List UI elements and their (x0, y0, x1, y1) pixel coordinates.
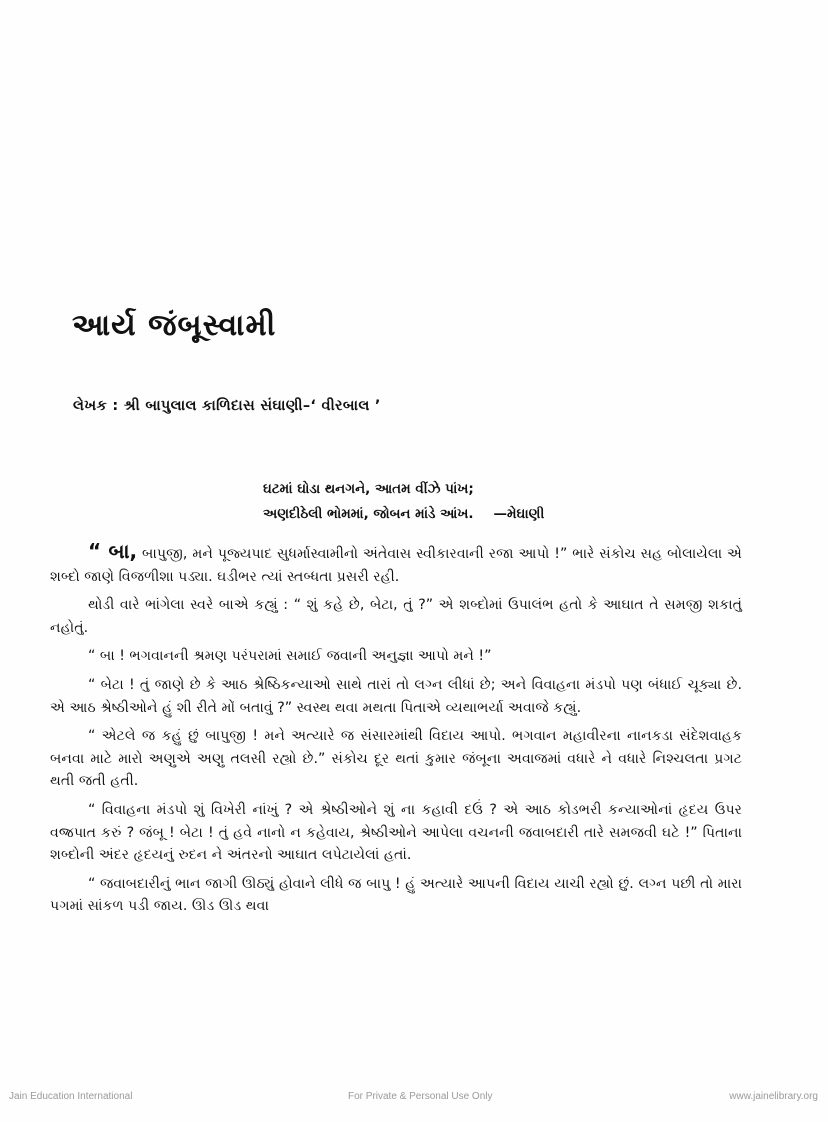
paragraph-3: “ બા ! ભગવાનની શ્રમણ પરંપરામાં સમાઈ જવાની અનુજ્ઞા આપો મને !” (88, 648, 492, 665)
paragraph-7: “ જવાબદારીનું ભાન જાગી ઊઠ્યું હોવાને લીધે જ બાપુ ! હું અત્યારે આપની વિદાય યાચી રહ્યો છું. લગ્ન પછી તો મારા પગમાં સાંકળ પડી જાય. ઊડ ઊડ થવા (50, 875, 742, 915)
epigraph-line-1: ઘટમાં ઘોડા થનગને, આતમ વીંઝે પાંખ; (263, 481, 474, 497)
paragraph-2: થોડી વારે ભાંગેલા સ્વરે બાએ કહ્યું : “ શું કહે છે, બેટા, તું ?” એ શબ્દોમાં ઉપાલંભ હતો કે આઘાત તે સમજી શકાતું નહોતું. (50, 597, 742, 636)
article-title: આર્ય જંબૂસ્વામી (72, 308, 277, 343)
paragraph-1 (50, 540, 742, 588)
epigraph-line-2-text: અણદીઠેલી ભોમમાં, જોબન માંડે આંખ. (263, 506, 474, 522)
paragraph-1-text: બાપુજી, મને પૂજ્યપાદ સુધર્માસ્વામીનો અંતેવાસ સ્વીકારવાની રજા આપો !” ભારે સંકોચ સહ બોલાયેલા એ શબ્દો જાણે વિજળીશા પડ્યા. ઘડીભર ત્યાં સ્તબ્ધતા પ્રસરી રહી. (50, 546, 742, 585)
paragraph-4: “ બેટા ! તું જાણે છે કે આઠ શ્રેષ્ઠિકન્યાઓ સાથે તારાં તો લગ્ન લીધાં છે; અને વિવાહના મંડપો પણ બંધાઈ ચૂક્યા છે. એ આઠ શ્રેષ્ઠીઓને હું શી રીતે મોં બતાવું ?” સ્વસ્થ થવા મથતા પિતાએ વ્યથાભર્યા અવાજે કહ્યું. (50, 676, 742, 716)
epigraph (263, 477, 544, 527)
footer-publisher: Jain Education International (9, 1091, 133, 1102)
footer-website-link[interactable]: www.jainelibrary.org (729, 1091, 818, 1102)
paragraph-6: “ વિવાહના મંડપો શું વિખેરી નાંખું ? એ શ્રેષ્ઠીઓને શું ના કહાવી દઉં ? એ આઠ કોડભરી કન્યાઓનાં હૃદય ઉપર વજ્રપાત કરું ? જંબૂ ! બેટા ! તું હવે નાનો ન કહેવાય, શ્રેષ્ઠીઓને આપેલા વચનની જવાબદારી તારે સમજવી ઘટે !” પિતાના શબ્દોની અંદર હૃદયનું રુદન ને અંતરનો આઘાત લપેટાયેલાં હતાં. (50, 801, 742, 864)
author-byline: લેખક : શ્રી બાપુલાલ કાળિદાસ સંઘાણી–‘ વીરબાલ ’ (73, 398, 381, 414)
article-body (50, 540, 742, 924)
paragraph-1-lead: “ બા, (88, 539, 138, 563)
paragraph-5: “ એટલે જ કહું છું બાપુજી ! મને અત્યારે જ સંસારમાંથી વિદાય આપો. ભગવાન મહાવીરના નાનકડા સંદેશવાહક બનવા માટે મારો અણુએ અણુ તલસી રહ્યો છે.” સંકોચ દૂર થતાં કુમાર જંબૂના અવાજમાં વધારે ને વધારે નિશ્ચલતા પ્રગટ થતી જતી હતી. (50, 728, 742, 790)
footer-usage-note: For Private & Personal Use Only (348, 1091, 493, 1102)
epigraph-line-2 (263, 502, 544, 527)
epigraph-attribution: —મેઘાણી (493, 506, 545, 522)
page-footer (0, 1091, 828, 1107)
